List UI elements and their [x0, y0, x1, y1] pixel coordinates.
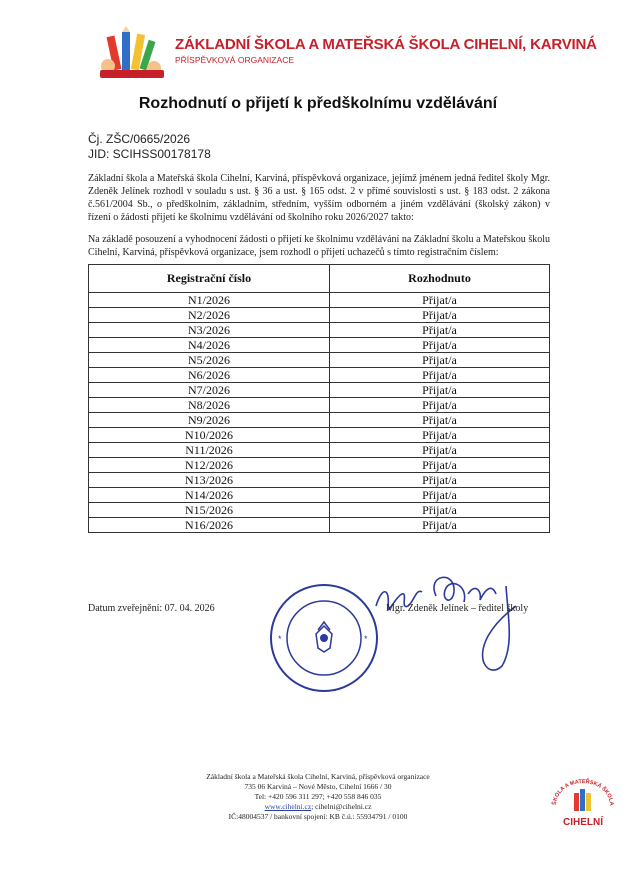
footer-logo-arc-text: ŠKOLA A MATEŘSKÁ ŠKOLA [551, 778, 615, 806]
table-row [89, 368, 550, 383]
registration-number-cell: N6/2026 [89, 368, 330, 383]
table-row [89, 398, 550, 413]
table-header-row [89, 265, 550, 293]
footer-address [0, 772, 636, 822]
table-row [89, 413, 550, 428]
decision-cell: Přijat/a [330, 308, 550, 323]
school-logo-icon [96, 26, 168, 82]
svg-text:*: * [278, 634, 282, 644]
footer-web-link[interactable]: www.cihelni.cz [264, 802, 312, 811]
decision-cell: Přijat/a [330, 338, 550, 353]
registration-number-cell: N13/2026 [89, 473, 330, 488]
admission-table [88, 264, 550, 533]
signature-icon [356, 566, 529, 676]
registration-number-cell: N3/2026 [89, 323, 330, 338]
registration-number-cell: N7/2026 [89, 383, 330, 398]
registration-number-cell: N8/2026 [89, 398, 330, 413]
admission-paragraph: Na základě posouzení a vyhodnocení žádosti o přijetí ke školnímu vzdělávání na Základní školu a Mateřskou školu Cihelní, Karviná, příspěvková organizace, jsem rozhodl o přijetí uchazečů s tímto registračním číslem: [88, 234, 550, 258]
registration-number-cell: N4/2026 [89, 338, 330, 353]
table-row [89, 383, 550, 398]
table-row [89, 503, 550, 518]
registration-number-cell: N14/2026 [89, 488, 330, 503]
registration-number-cell: N5/2026 [89, 353, 330, 368]
registration-number-cell: N1/2026 [89, 293, 330, 308]
registration-number-cell: N10/2026 [89, 428, 330, 443]
table-row [89, 293, 550, 308]
table-row [89, 443, 550, 458]
svg-text:*: * [364, 634, 368, 644]
footer-logo-name: CIHELNÍ [563, 817, 603, 828]
footer-line-org: Základní škola a Mateřská škola Cihelní, Karviná, příspěvková organizace [206, 772, 430, 781]
jid-number: JID: SCIHSS00178178 [88, 147, 211, 161]
reference-number: Čj. ZŠC/0665/2026 [88, 132, 191, 146]
publication-date: Datum zveřejnění: 07. 04. 2026 [88, 603, 215, 614]
decision-cell: Přijat/a [330, 488, 550, 503]
registration-number-cell: N16/2026 [89, 518, 330, 533]
table-row [89, 488, 550, 503]
footer-email: ; cihelni@cihelni.cz [311, 802, 372, 811]
decision-cell: Přijat/a [330, 413, 550, 428]
table-row [89, 518, 550, 533]
registration-number-cell: N9/2026 [89, 413, 330, 428]
footer-line-contact [0, 802, 636, 812]
table-row [89, 308, 550, 323]
registration-number-cell: N15/2026 [89, 503, 330, 518]
decision-cell: Přijat/a [330, 383, 550, 398]
document-title: Rozhodnutí o přijetí k předškolnímu vzdělávání [138, 95, 498, 112]
decision-cell: Přijat/a [330, 518, 550, 533]
column-header-decision: Rozhodnuto [330, 265, 550, 293]
table-row [89, 458, 550, 473]
registration-number-cell: N2/2026 [89, 308, 330, 323]
column-header-registration: Registrační číslo [89, 265, 330, 293]
footer-line-bank: IČ:48004537 / bankovní spojení: KB č.ú.: 55934791 / 0100 [228, 812, 408, 821]
table-row [89, 428, 550, 443]
table-row [89, 473, 550, 488]
table-row [89, 338, 550, 353]
school-name: ZÁKLADNÍ ŠKOLA A MATEŘSKÁ ŠKOLA CIHELNÍ, KARVINÁ [175, 36, 597, 53]
decision-cell: Přijat/a [330, 293, 550, 308]
decision-cell: Přijat/a [330, 323, 550, 338]
decision-cell: Přijat/a [330, 368, 550, 383]
table-row [89, 353, 550, 368]
decision-cell: Přijat/a [330, 428, 550, 443]
decision-cell: Přijat/a [330, 443, 550, 458]
decision-paragraph: Základní škola a Mateřská škola Cihelní, Karviná, příspěvková organizace, jejímž jménem jedná ředitel školy Mgr. Zdeněk Jelínek rozhodl v souladu s ust. § 36 a ust. § 165 odst. 2 v přímé souvislosti s ust. § 183 odst. 2 zákona č.561/2004 Sb., o předškolním, základním, středním, vyšším odborném a jiném vzdělávání (školský zákon) v řízení o žádosti přijetí ke školnímu vzdělávání od školního roku 2026/2027 takto: [88, 173, 550, 223]
decision-cell: Přijat/a [330, 503, 550, 518]
decision-cell: Přijat/a [330, 473, 550, 488]
decision-cell: Přijat/a [330, 398, 550, 413]
signer-name: Mgr. Zdeněk Jelínek – ředitel školy [386, 603, 529, 614]
decision-cell: Přijat/a [330, 353, 550, 368]
footer-line-address: 735 06 Karviná – Nové Město, Cihelní 1666 / 30 [244, 782, 392, 791]
footer-logo-icon [548, 775, 618, 831]
registration-number-cell: N12/2026 [89, 458, 330, 473]
footer-line-phone: Tel: +420 596 311 297; +420 558 846 035 [254, 792, 382, 801]
school-subtitle: PŘÍSPĚVKOVÁ ORGANIZACE [175, 55, 295, 65]
decision-cell: Přijat/a [330, 458, 550, 473]
registration-number-cell: N11/2026 [89, 443, 330, 458]
table-row [89, 323, 550, 338]
